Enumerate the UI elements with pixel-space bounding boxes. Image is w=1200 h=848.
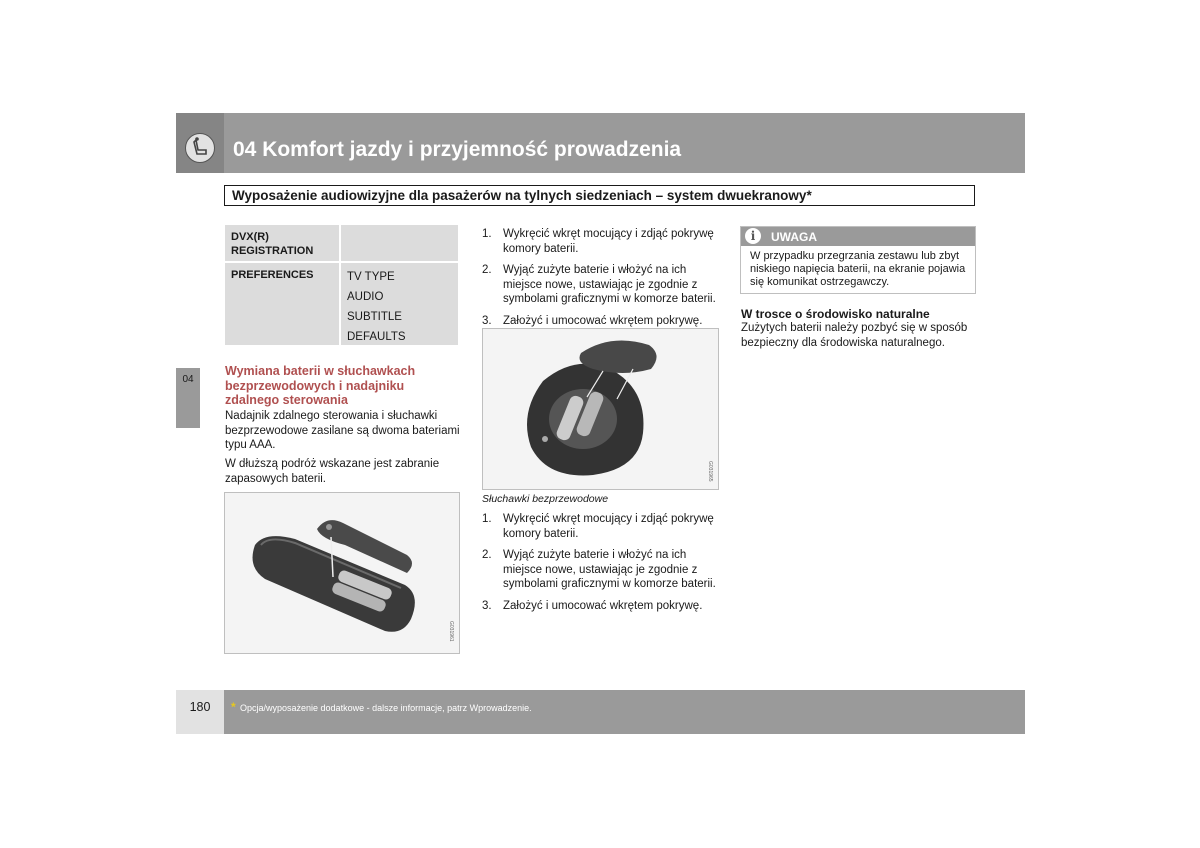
- note-title: UWAGA: [771, 230, 817, 244]
- note-header: [741, 227, 975, 246]
- list-item: 2. Wyjąć zużyte baterie i włożyć na ich miejsce nowe, ustawiając je zgodnie z symbolami graficznymi w komorze baterii.: [482, 548, 720, 592]
- note-text: W przypadku przegrzania zestawu lub zbyt niskiego napięcia baterii, na ekranie pojawia się komunikat ostrzegawczy.: [750, 250, 966, 288]
- menu-table-cell-empty: [341, 225, 458, 261]
- chapter-title: 04 Komfort jazdy i przyjemność prowadzenia: [233, 138, 682, 161]
- menu-table-cell-registration: DVX(R) REGISTRATION: [225, 225, 339, 261]
- step-text: Wyjąć zużyte baterie i włożyć na ich miejsce nowe, ustawiając je zgodnie z symbolami graficznymi w komorze baterii.: [503, 549, 716, 590]
- step-text: Wykręcić wkręt mocujący i zdjąć pokrywę komory baterii.: [503, 228, 714, 255]
- step-text: Założyć i umocować wkrętem pokrywę.: [503, 314, 703, 327]
- list-item: 3. Założyć i umocować wkrętem pokrywę.: [482, 599, 703, 612]
- menu-table-row: [225, 225, 458, 261]
- menu-table: [225, 225, 458, 347]
- chapter-side-tab-label: 04: [182, 374, 194, 385]
- list-item: 1. Wykręcić wkręt mocujący i zdjąć pokrywę komory baterii.: [482, 512, 720, 541]
- steps-list-remote: [482, 512, 720, 620]
- menu-option-tv-type: TV TYPE: [347, 271, 395, 283]
- headphones-battery-image: [482, 328, 719, 490]
- step-text: Wyjąć zużyte baterie i włożyć na ich miejsce nowe, ustawiając je zgodnie z symbolami graficznymi w komorze baterii.: [503, 264, 716, 305]
- environment-heading: W trosce o środowisko naturalne: [741, 307, 930, 321]
- menu-table-cell-preferences: PREFERENCES: [225, 263, 339, 345]
- battery-paragraph-1: Nadajnik zdalnego sterowania i słuchawki bezprzewodowe zasilane są dwoma bateriami typu AAA.: [225, 410, 460, 451]
- battery-section-heading: Wymiana baterii w słuchawkach bezprzewodowych i nadajniku zdalnego sterowania: [225, 364, 416, 407]
- environment-text: Zużytych baterii należy pozbyć się w sposób bezpieczny dla środowiska naturalnego.: [741, 322, 968, 349]
- footnote-text: Opcja/wyposażenie dodatkowe - dalsze informacje, patrz Wprowadzenie.: [240, 703, 532, 713]
- footnote-star: *: [231, 700, 236, 714]
- headphones-image-serial: G031965: [707, 461, 713, 482]
- note-box: [740, 226, 976, 294]
- list-item: 2. Wyjąć zużyte baterie i włożyć na ich miejsce nowe, ustawiając je zgodnie z symbolami graficznymi w komorze baterii.: [482, 263, 720, 307]
- section-title: Wyposażenie audiowizyjne dla pasażerów na tylnych siedzeniach – system dwuekranowy*: [224, 185, 975, 206]
- menu-option-subtitle: SUBTITLE: [347, 311, 402, 323]
- battery-paragraph-2: W dłuższą podróż wskazane jest zabranie zapasowych baterii.: [225, 458, 440, 485]
- steps-list-headphones: [482, 227, 720, 335]
- page-number: 180: [189, 700, 211, 714]
- step-text: Założyć i umocować wkrętem pokrywę.: [503, 599, 703, 612]
- seat-icon: [185, 133, 215, 163]
- menu-option-audio: AUDIO: [347, 291, 384, 303]
- menu-option-defaults: DEFAULTS: [347, 331, 406, 343]
- menu-table-cell-options: [341, 263, 458, 345]
- headphones-image-caption: Słuchawki bezprzewodowe: [482, 493, 609, 505]
- list-item: 1. Wykręcić wkręt mocujący i zdjąć pokrywę komory baterii.: [482, 227, 720, 256]
- remote-image-serial: G031961: [448, 621, 454, 642]
- list-item: 3. Założyć i umocować wkrętem pokrywę.: [482, 314, 703, 327]
- info-icon: i: [745, 228, 761, 244]
- menu-table-row: [225, 263, 458, 345]
- remote-control-battery-image: [224, 492, 460, 654]
- step-text: Wykręcić wkręt mocujący i zdjąć pokrywę komory baterii.: [503, 513, 714, 540]
